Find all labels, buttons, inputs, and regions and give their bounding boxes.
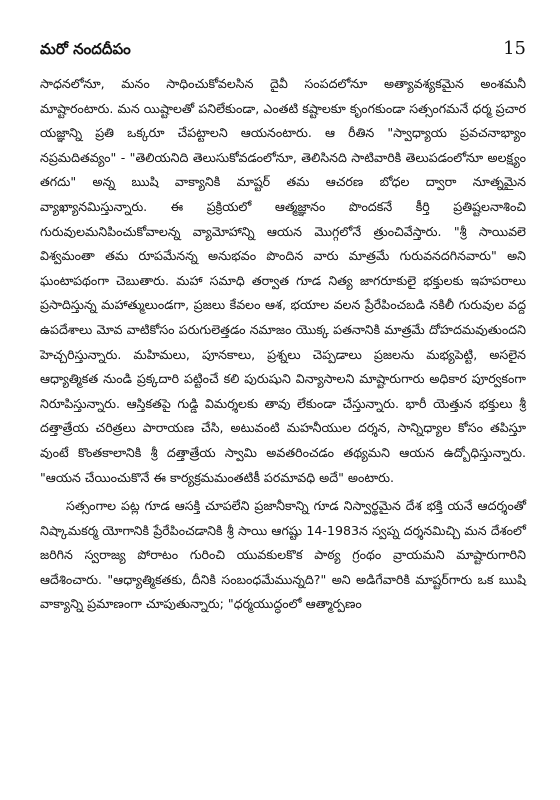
paragraph-1: సాధనలోనూ, మనం సాధించుకోవలసిన దైవీ సంపదలోనూ అత్యావశ్యకమైన అంశమనీ మాష్టారంటారు. మన యిష్టాలతో పనిలేకుండా, ఎంతటి కష్టాలకూ కృంగకుండా సత్సంగమనే ధర్మ ప్రచార యజ్ఞాన్ని ప్రతి ఒక్కరూ చేపట్టాలని ఆయనంటారు. ఆ రీతిన "స్వాధ్యాయ ప్రవచనాభ్యాం నప్రమదితవ్యం" - "తెలియనిది తెలుసుకోవడంలోనూ, తెలిసినది సాటివారికి తెలుపడంలోనూ అలక్ష్యం తగదు" అన్న ఋషి వాక్యానికి మాష్టర్ తమ ఆచరణ బోధల ద్వారా నూత్నమైన వ్యాఖ్యానమిస్తున్నారు. ఈ ప్రక్రియలో ఆత్మజ్ఞానం పొందకనే కీర్తి ప్రతిష్టలనాశించి గురువులమనిపించుకోవాలన్న వ్యామోహాన్ని ఆయన మొగ్గలోనే త్రుంచివేస్తారు. "శ్రీ సాయివలె విశ్వమంతా తమ రూపమేనన్న అనుభవం పొందిన వారు మాత్రమే గురువనదగినవారు" అని ఘంటాపథంగా చెబుతారు. మహా సమాధి తర్వాత గూడ నిత్య జాగరూకులై భక్తులకు ఇహపరాలు ప్రసాదిస్తున్న మహాత్ములుండగా, ప్రజలు కేవలం ఆశ, భయాల వలన ప్రేరేపించబడి నకిలీ గురువుల వద్ద ఉపదేశాలు మోవ వాటికోసం పరుగులెత్తడం నమాజం యొక్క పతనానికి మాత్రమే దోహదమవుతుందని హెచ్చరిస్తున్నారు. మహిమలు, పూనకాలు, ప్రశ్నలు చెప్పడాలు ప్రజలను మభ్యపెట్టి, అసలైన ఆధ్యాత్మికత నుండి ప్రక్కదారి పట్టించే కలి పురుషుని విన్యాసాలని మాష్టారుగారు అధికార పూర్వకంగా నిరూపిస్తున్నారు. ఆస్తికతపై గుడ్డి విమర్శలకు తావు లేకుండా చేస్తున్నారు. భారీ యెత్తున భక్తులు శ్రీ దత్తాత్రేయ చరిత్రలు పారాయణ చేసి, అటువంటి మహనీయుల దర్శన, సాన్నిధ్యాల కోసం తపిస్తూ వుంటే కొంతకాలానికి శ్రీ దత్తాత్రేయ స్వామి అవతరించడం తథ్యమని ఆయన ఉద్బోధిస్తున్నారు. "ఆయన చేయించుకొనే ఈ కార్యక్రమమంతటికీ పరమావధి అదే" అంటారు.	[40, 76, 526, 485]
body-text	[40, 72, 526, 617]
running-title: మరో నందదీపం	[40, 40, 131, 58]
page-number: 15	[503, 38, 526, 59]
paragraph-2: సత్సంగాల పట్ల గూడ ఆసక్తి చూపలేని ప్రజానీకాన్ని గూడ నిస్వార్థమైన దేశ భక్తి యనే ఆదర్శంతో నిష్కామకర్మ యోగానికి ప్రేరేపించడానికి శ్రీ సాయి ఆగష్టు 14-1983న స్వప్న దర్శనమిచ్చి మన దేశంలో జరిగిన స్వరాజ్య పోరాటం గురించి యువకులకొక పాఠ్య గ్రంథం వ్రాయమని మాష్టారుగారిని ఆదేశించారు. "ఆధ్యాత్మికతకు, దీనికి సంబంధమేమున్నది?" అని అడిగేవారికి మాష్టర్‌గారు ఒక ఋషి వాక్యాన్ని ప్రమాణంగా చూపుతున్నారు; "ధర్మయుద్ధంలో ఆత్మార్పణం	[40, 498, 526, 612]
running-header	[40, 38, 526, 68]
